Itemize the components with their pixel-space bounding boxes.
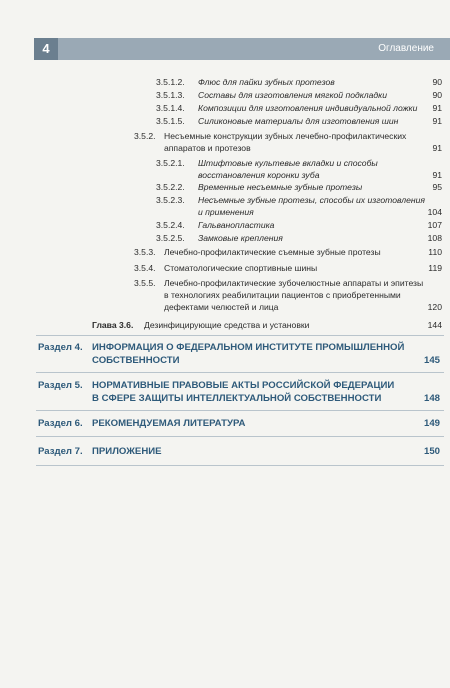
toc-section-title-line: ИНФОРМАЦИЯ О ФЕДЕРАЛЬНОМ ИНСТИТУТЕ ПРОМЫШЛЕННОЙ bbox=[92, 342, 405, 353]
toc-section-title: ПРИЛОЖЕНИЕ bbox=[92, 446, 162, 457]
header-title: Оглавление bbox=[378, 43, 434, 54]
toc-section-number: Раздел 7. bbox=[38, 446, 83, 457]
divider bbox=[36, 372, 444, 373]
toc-entry-title-line: восстановления коронки зуба bbox=[198, 170, 320, 180]
toc-entry-title-line: Штифтовые культевые вкладки и способы bbox=[198, 158, 378, 168]
toc-entry-number: 3.5.5. bbox=[134, 278, 156, 288]
divider bbox=[36, 410, 444, 411]
toc-entry-page: 107 bbox=[427, 220, 442, 230]
toc-section-number: Раздел 4. bbox=[38, 342, 83, 353]
toc-entry bbox=[0, 157, 450, 181]
toc-entry-page: 91 bbox=[432, 143, 442, 153]
toc-entry-title: Временные несъемные зубные протезы bbox=[198, 182, 363, 192]
toc-entry-number: 3.5.2.5. bbox=[156, 233, 185, 243]
toc-entry-number: 3.5.1.4. bbox=[156, 103, 185, 113]
toc-section-page: 150 bbox=[423, 446, 440, 457]
toc-entry-title: Стоматологические спортивные шины bbox=[164, 263, 318, 273]
toc-entry-page: 91 bbox=[432, 170, 442, 180]
toc-entry-page: 90 bbox=[432, 77, 442, 87]
toc-entry-page: 90 bbox=[432, 90, 442, 100]
toc-entry-title: Силиконовые материалы для изготовления шин bbox=[198, 116, 399, 126]
toc-entry-title: Дезинфицирующие средства и установки bbox=[144, 320, 310, 330]
toc-entry bbox=[0, 130, 450, 154]
toc-section-entry bbox=[0, 341, 450, 369]
toc-section-title-line: СОБСТВЕННОСТИ bbox=[92, 355, 180, 366]
toc-entry-number: 3.5.2.2. bbox=[156, 182, 185, 192]
page-number: 4 bbox=[34, 38, 58, 60]
toc-section-number: Раздел 6. bbox=[38, 418, 83, 429]
toc-section-page: 148 bbox=[423, 393, 440, 404]
toc-entry-page: 104 bbox=[427, 207, 442, 217]
toc-entry-number: Глава 3.6. bbox=[92, 320, 134, 330]
toc-entry-title: Флюс для пайки зубных протезов bbox=[198, 77, 335, 87]
toc-entry-page: 119 bbox=[428, 263, 442, 273]
toc-entry bbox=[0, 194, 450, 218]
toc-entry-title: Композиции для изготовления индивидуальной ложки bbox=[198, 103, 418, 113]
toc-entry-number: 3.5.2.3. bbox=[156, 195, 185, 205]
toc-entry-number: 3.5.4. bbox=[134, 263, 156, 273]
toc-entry-title-line: Лечебно-профилактические зубочелюстные аппараты и эпитезы bbox=[164, 278, 424, 288]
toc-entry-number: 3.5.3. bbox=[134, 247, 156, 257]
toc-entry-title: Замковые крепления bbox=[198, 233, 283, 243]
toc-entry-title-line: дефектами челюстей и лица bbox=[164, 302, 279, 312]
page-header bbox=[34, 38, 450, 60]
toc-entry-number: 3.5.1.3. bbox=[156, 90, 185, 100]
toc-entry-page: 110 bbox=[428, 247, 442, 257]
toc-section-page: 149 bbox=[423, 418, 440, 429]
toc-entry-page: 91 bbox=[432, 116, 442, 126]
toc-entry-number: 3.5.2. bbox=[134, 131, 156, 141]
toc-entry-title-line: и применения bbox=[198, 207, 254, 217]
toc-entry-title-line: Несъемные конструкции зубных лечебно-профилактических bbox=[164, 131, 407, 141]
toc-section-entry bbox=[0, 379, 450, 407]
toc-entry-page: 144 bbox=[427, 320, 442, 330]
toc-entry-page: 91 bbox=[432, 103, 442, 113]
toc-entry-title-line: Несъемные зубные протезы, способы их изготовления bbox=[198, 195, 425, 205]
toc-entry-number: 3.5.1.2. bbox=[156, 77, 185, 87]
toc-entry-title: Лечебно-профилактические съемные зубные протезы bbox=[164, 247, 381, 257]
toc-entry-title: Составы для изготовления мягкой подкладки bbox=[198, 90, 387, 100]
toc-section-number: Раздел 5. bbox=[38, 380, 83, 391]
divider bbox=[36, 335, 444, 336]
toc-entry-number: 3.5.2.4. bbox=[156, 220, 185, 230]
toc-entry-title-line: аппаратов и протезов bbox=[164, 143, 251, 153]
toc-entry-page: 120 bbox=[427, 302, 442, 312]
toc-section-title-line: В СФЕРЕ ЗАЩИТЫ ИНТЕЛЛЕКТУАЛЬНОЙ СОБСТВЕННОСТИ bbox=[92, 393, 382, 404]
toc-section-page: 145 bbox=[423, 355, 440, 366]
divider bbox=[36, 436, 444, 437]
toc-entry-number: 3.5.2.1. bbox=[156, 158, 185, 168]
toc-section-title-line: НОРМАТИВНЫЕ ПРАВОВЫЕ АКТЫ РОССИЙСКОЙ ФЕДЕРАЦИИ bbox=[92, 380, 395, 391]
toc-entry-page: 108 bbox=[427, 233, 442, 243]
toc-entry-number: 3.5.1.5. bbox=[156, 116, 185, 126]
toc-entry-title: Гальванопластика bbox=[198, 220, 275, 230]
toc-section-title: РЕКОМЕНДУЕМАЯ ЛИТЕРАТУРА bbox=[92, 418, 246, 429]
divider bbox=[36, 465, 444, 466]
toc-entry-page: 95 bbox=[432, 182, 442, 192]
toc-entry bbox=[0, 277, 450, 313]
toc-entry-title-line: в технологиях реабилитации пациентов с приобретенными bbox=[164, 290, 401, 300]
